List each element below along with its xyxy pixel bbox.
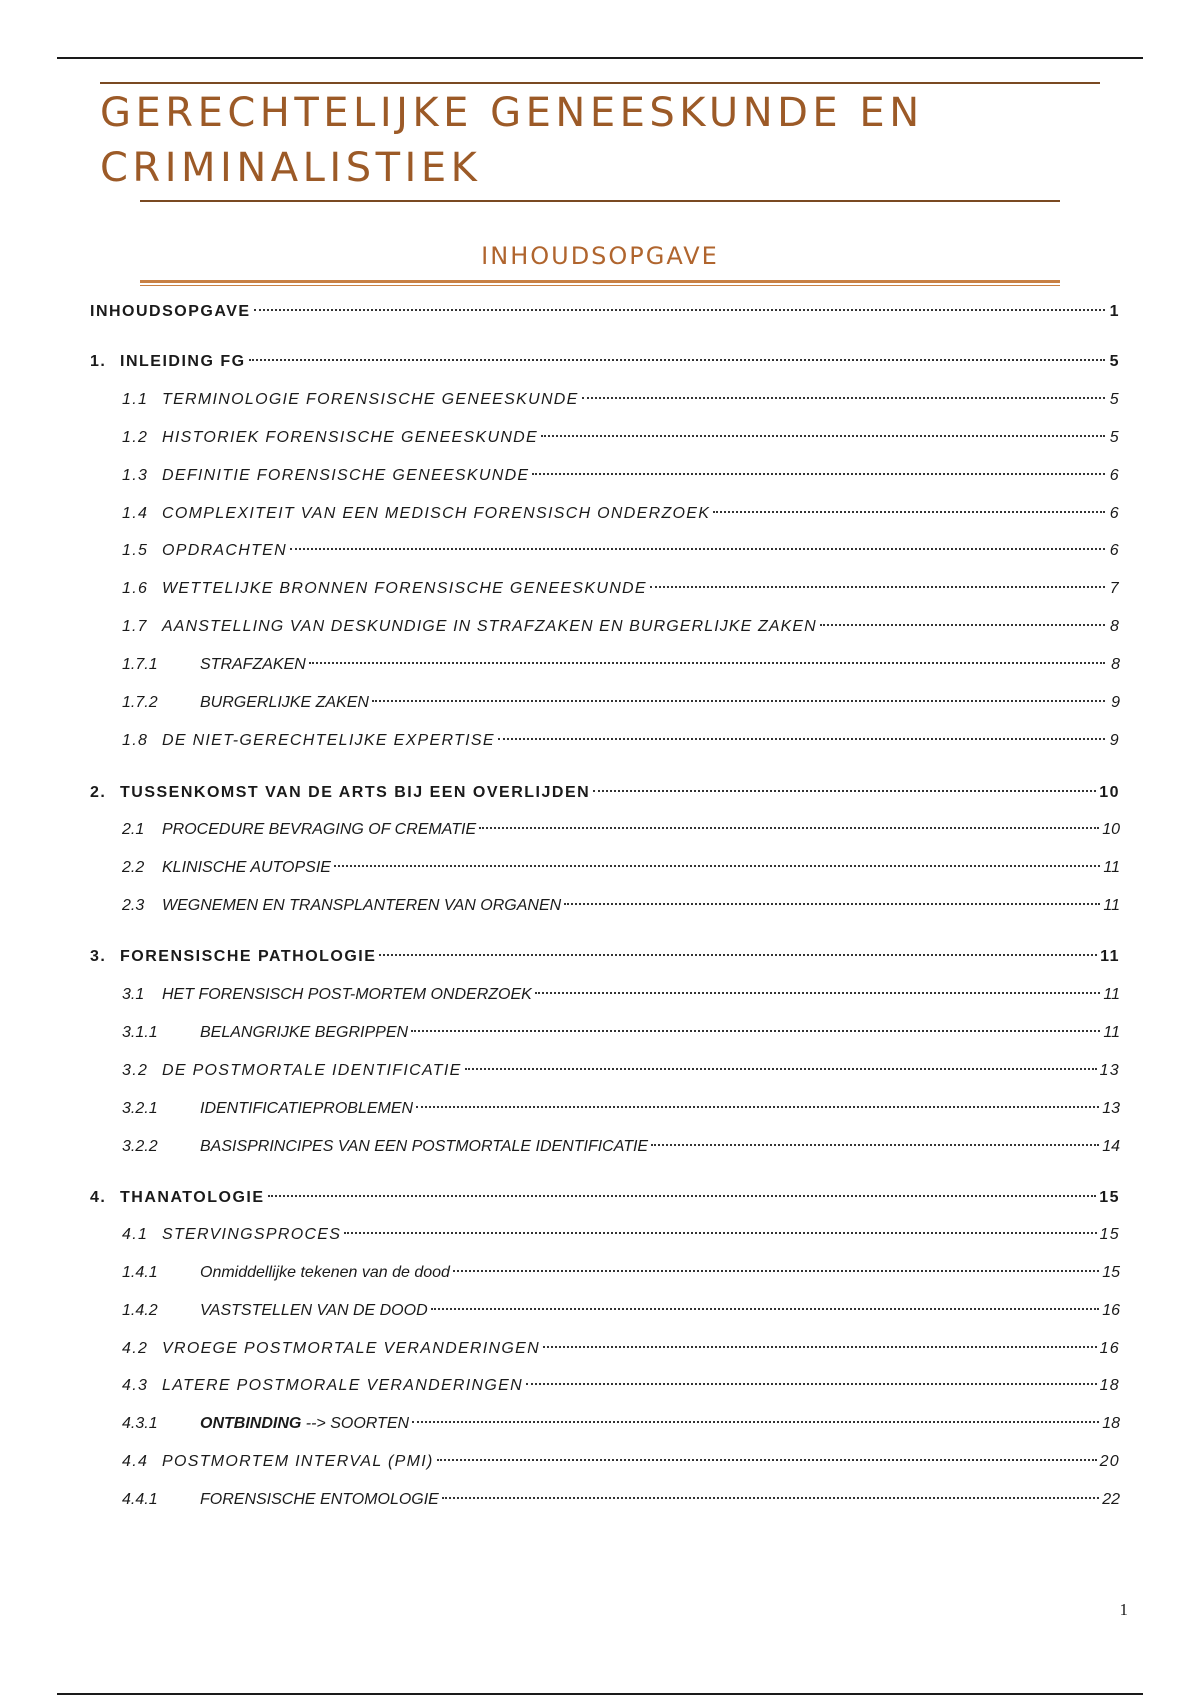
toc-entry-title: DEFINITIE FORENSISCHE GENEESKUNDE (162, 467, 530, 484)
toc-entry-title: WEGNEMEN EN TRANSPLANTEREN VAN ORGANEN (162, 897, 562, 914)
toc-entry[interactable] (90, 691, 1120, 715)
toc-entry-title-rest: --> SOORTEN (301, 1415, 410, 1432)
toc-entry-number: 2.1 (122, 821, 145, 838)
toc-entry-title (200, 1412, 409, 1436)
toc-entry-title: OPDRACHTEN (162, 542, 288, 559)
toc-leader (498, 738, 1105, 740)
toc-entry-title: WETTELIJKE BRONNEN FORENSISCHE GENEESKUNDE (162, 580, 647, 597)
toc-entry[interactable] (90, 539, 1120, 563)
toc-entry[interactable] (90, 388, 1120, 412)
toc-leader (564, 903, 1100, 905)
toc-entry-page: 8 (1110, 618, 1120, 635)
toc-leader (650, 586, 1105, 588)
toc-entry[interactable] (90, 653, 1120, 677)
toc-leader (651, 1144, 1099, 1146)
toc-leader (713, 511, 1105, 513)
toc-entry-page: 20 (1099, 1453, 1120, 1470)
toc-leader (453, 1270, 1099, 1272)
header-rule (57, 57, 1143, 59)
toc-entry-page: 10 (1099, 784, 1120, 801)
toc-entry-page: 16 (1102, 1302, 1120, 1319)
document-title (100, 82, 1100, 196)
toc-entry[interactable] (90, 1021, 1120, 1045)
toc-entry-title: PROCEDURE BEVRAGING OF CREMATIE (162, 821, 477, 838)
toc-entry-number: 2. (90, 784, 107, 801)
toc-entry-title: HISTORIEK FORENSISCHE GENEESKUNDE (162, 429, 539, 446)
toc-entry-page: 15 (1099, 1226, 1120, 1243)
footer-rule (57, 1693, 1143, 1695)
toc-leader (593, 790, 1096, 792)
toc-entry-page: 11 (1103, 897, 1120, 914)
toc-leader (541, 435, 1105, 437)
toc-entry-page: 11 (1103, 986, 1120, 1003)
toc-leader (526, 1383, 1097, 1385)
toc-entry-number: 1.2 (122, 429, 149, 446)
toc-entry-number: 1.7.1 (122, 656, 158, 673)
toc-entry[interactable] (90, 729, 1120, 753)
toc-entry-title: POSTMORTEM INTERVAL (PMI) (162, 1453, 434, 1470)
toc-entry[interactable] (90, 1488, 1120, 1512)
toc-entry-number: 1.4.1 (122, 1264, 158, 1281)
toc-entry-number: 4.4 (122, 1453, 149, 1470)
toc-entry[interactable] (90, 300, 1120, 324)
toc-entry-title: THANATOLOGIE (120, 1189, 265, 1206)
toc-entry-number: 1.5 (122, 542, 149, 559)
toc-entry-page: 10 (1102, 821, 1120, 838)
toc-entry-page: 13 (1102, 1100, 1120, 1117)
toc-entry-page: 9 (1111, 694, 1120, 711)
toc-leader (344, 1232, 1096, 1234)
toc-entry-title: BELANGRIJKE BEGRIPPEN (200, 1024, 409, 1041)
toc-leader (820, 624, 1105, 626)
toc-entry[interactable] (90, 464, 1120, 488)
toc-entry[interactable] (90, 1186, 1120, 1210)
toc-entry[interactable] (90, 1337, 1120, 1361)
toc-leader (437, 1459, 1097, 1461)
toc-entry-number: 2.2 (122, 859, 145, 876)
toc-entry[interactable] (90, 350, 1120, 374)
toc-entry-number: 1.8 (122, 732, 149, 749)
toc-leader (442, 1497, 1099, 1499)
toc-entry-number: 4.2 (122, 1340, 149, 1357)
toc-entry-number: 3.2.2 (122, 1138, 158, 1155)
toc-entry[interactable] (90, 983, 1120, 1007)
toc-entry-number: 1.3 (122, 467, 149, 484)
toc-entry-number: 1.6 (122, 580, 149, 597)
toc-entry-page: 15 (1099, 1189, 1120, 1206)
toc-entry-page: 11 (1100, 948, 1120, 965)
toc-entry-page: 22 (1102, 1491, 1120, 1508)
toc-entry-title: DE POSTMORTALE IDENTIFICATIE (162, 1062, 462, 1079)
toc-entry-page: 11 (1103, 859, 1120, 876)
toc-entry-title: VROEGE POSTMORTALE VERANDERINGEN (162, 1340, 540, 1357)
toc-entry-title-bold: ONTBINDING (200, 1415, 302, 1432)
toc-leader (431, 1308, 1100, 1310)
toc-entry-page: 11 (1103, 1024, 1120, 1041)
toc-leader (416, 1106, 1099, 1108)
toc-entry-page: 6 (1109, 505, 1120, 522)
toc-leader (254, 309, 1105, 311)
toc-entry[interactable] (90, 1059, 1120, 1083)
toc-entry-number: 3.2 (122, 1062, 149, 1079)
toc-entry-number: 1.1 (122, 391, 149, 408)
toc-entry[interactable] (90, 1261, 1120, 1285)
toc-entry-title: KLINISCHE AUTOPSIE (162, 859, 331, 876)
document-title-line-2: CRIMINALISTIEK (100, 145, 482, 191)
toc-entry-title: STRAFZAKEN (200, 656, 306, 673)
toc-entry-title: TERMINOLOGIE FORENSISCHE GENEESKUNDE (162, 391, 579, 408)
toc-entry-title: COMPLEXITEIT VAN EEN MEDISCH FORENSISCH ONDERZOEK (162, 505, 711, 522)
toc-entry-title: AANSTELLING VAN DESKUNDIGE IN STRAFZAKEN EN BURGERLIJKE ZAKEN (162, 618, 817, 635)
toc-entry[interactable] (90, 781, 1120, 805)
toc-entry-number: 3.2.1 (122, 1100, 158, 1117)
toc-entry-page: 13 (1099, 1062, 1120, 1079)
toc-entry[interactable] (90, 1223, 1120, 1247)
toc-entry-number: 4.1 (122, 1226, 149, 1243)
toc-entry-page: 18 (1102, 1415, 1120, 1432)
toc-entry-title: IDENTIFICATIEPROBLEMEN (200, 1100, 414, 1117)
toc-entry-title: HET FORENSISCH POST-MORTEM ONDERZOEK (162, 986, 532, 1003)
toc-heading: INHOUDSOPGAVE (481, 242, 719, 270)
toc-leader (532, 473, 1105, 475)
toc-entry-title: TUSSENKOMST VAN DE ARTS BIJ EEN OVERLIJDEN (120, 784, 591, 801)
toc-entry-number: 1.7 (122, 618, 148, 635)
toc-leader (379, 954, 1097, 956)
toc-entry-page: 15 (1102, 1264, 1120, 1281)
toc-leader (535, 992, 1101, 994)
toc-leader (479, 827, 1099, 829)
toc-leader (582, 397, 1105, 399)
toc-leader (268, 1195, 1097, 1197)
toc-entry-page: 1 (1109, 303, 1120, 320)
toc-entry-number: 4.4.1 (122, 1491, 158, 1508)
toc-entry-title: LATERE POSTMORALE VERANDERINGEN (162, 1377, 523, 1394)
title-underline (140, 200, 1060, 202)
toc-entry-number: 1.7.2 (122, 694, 158, 711)
toc-entry-page: 6 (1109, 542, 1120, 559)
toc-entry-page: 5 (1109, 353, 1120, 370)
toc-entry[interactable] (90, 502, 1120, 526)
toc-leader (249, 359, 1105, 361)
toc-leader (290, 548, 1105, 550)
toc-leader (334, 865, 1100, 867)
toc-entry-title: STERVINGSPROCES (162, 1226, 342, 1243)
toc-entry-page: 8 (1111, 656, 1120, 673)
toc-entry-title: Onmiddellijke tekenen van de dood (200, 1264, 450, 1281)
toc-entry-title: VASTSTELLEN VAN DE DOOD (200, 1302, 428, 1319)
toc-entry-page: 16 (1099, 1340, 1120, 1357)
toc-entry-title: BASISPRINCIPES VAN EEN POSTMORTALE IDENTIFICATIE (200, 1138, 649, 1155)
toc-entry-title: INLEIDING FG (120, 353, 246, 370)
toc-entry-number: 3. (90, 948, 107, 965)
toc-entry-page: 14 (1102, 1138, 1120, 1155)
toc-leader (411, 1030, 1100, 1032)
toc-entry[interactable] (90, 894, 1120, 918)
toc-entry-title: DE NIET-GERECHTELIJKE EXPERTISE (162, 732, 495, 749)
toc-leader (465, 1068, 1097, 1070)
toc-entry-title: FORENSISCHE PATHOLOGIE (120, 948, 377, 965)
toc-leader (372, 700, 1105, 702)
toc-entry-page: 18 (1099, 1377, 1120, 1394)
toc-heading-rule (140, 280, 1060, 286)
toc-entry-number: 3.1.1 (122, 1024, 158, 1041)
toc-entry-page: 5 (1109, 429, 1120, 446)
toc-entry-number: 4.3 (122, 1377, 149, 1394)
toc-entry[interactable] (90, 1097, 1120, 1121)
toc-entry-number: 2.3 (122, 897, 145, 914)
toc-leader (412, 1421, 1099, 1423)
toc-entry[interactable] (90, 615, 1120, 639)
toc-entry[interactable] (90, 1135, 1120, 1159)
page-number: 1 (1119, 1600, 1128, 1619)
toc-entry-number: 1.4 (122, 505, 149, 522)
toc-entry-page: 7 (1109, 580, 1120, 597)
toc-entry-number: 1.4.2 (122, 1302, 158, 1319)
toc-entry-number: 4. (90, 1189, 107, 1206)
toc-entry-title: INHOUDSOPGAVE (90, 303, 251, 320)
toc-entry-title: FORENSISCHE ENTOMOLOGIE (200, 1491, 439, 1508)
toc-entry[interactable] (90, 1374, 1120, 1398)
toc-entry[interactable] (90, 818, 1120, 842)
toc-entry[interactable] (90, 1412, 1120, 1436)
toc-entry-page: 6 (1109, 467, 1120, 484)
toc-leader (309, 662, 1105, 664)
toc-entry-number: 3.1 (122, 986, 145, 1003)
toc-leader (543, 1346, 1097, 1348)
toc-entry[interactable] (90, 426, 1120, 450)
toc-entry[interactable] (90, 577, 1120, 601)
toc-entry[interactable] (90, 945, 1120, 969)
toc-entry[interactable] (90, 856, 1120, 880)
toc-entry-number: 1. (90, 353, 107, 370)
toc-entry-page: 9 (1109, 732, 1120, 749)
toc-entry[interactable] (90, 1299, 1120, 1323)
toc-entry[interactable] (90, 1450, 1120, 1474)
toc-entry-number: 4.3.1 (122, 1415, 158, 1432)
toc-entry-page: 5 (1109, 391, 1120, 408)
toc-entry-title: BURGERLIJKE ZAKEN (200, 694, 369, 711)
document-title-line-1: GERECHTELIJKE GENEESKUNDE EN (100, 90, 924, 136)
